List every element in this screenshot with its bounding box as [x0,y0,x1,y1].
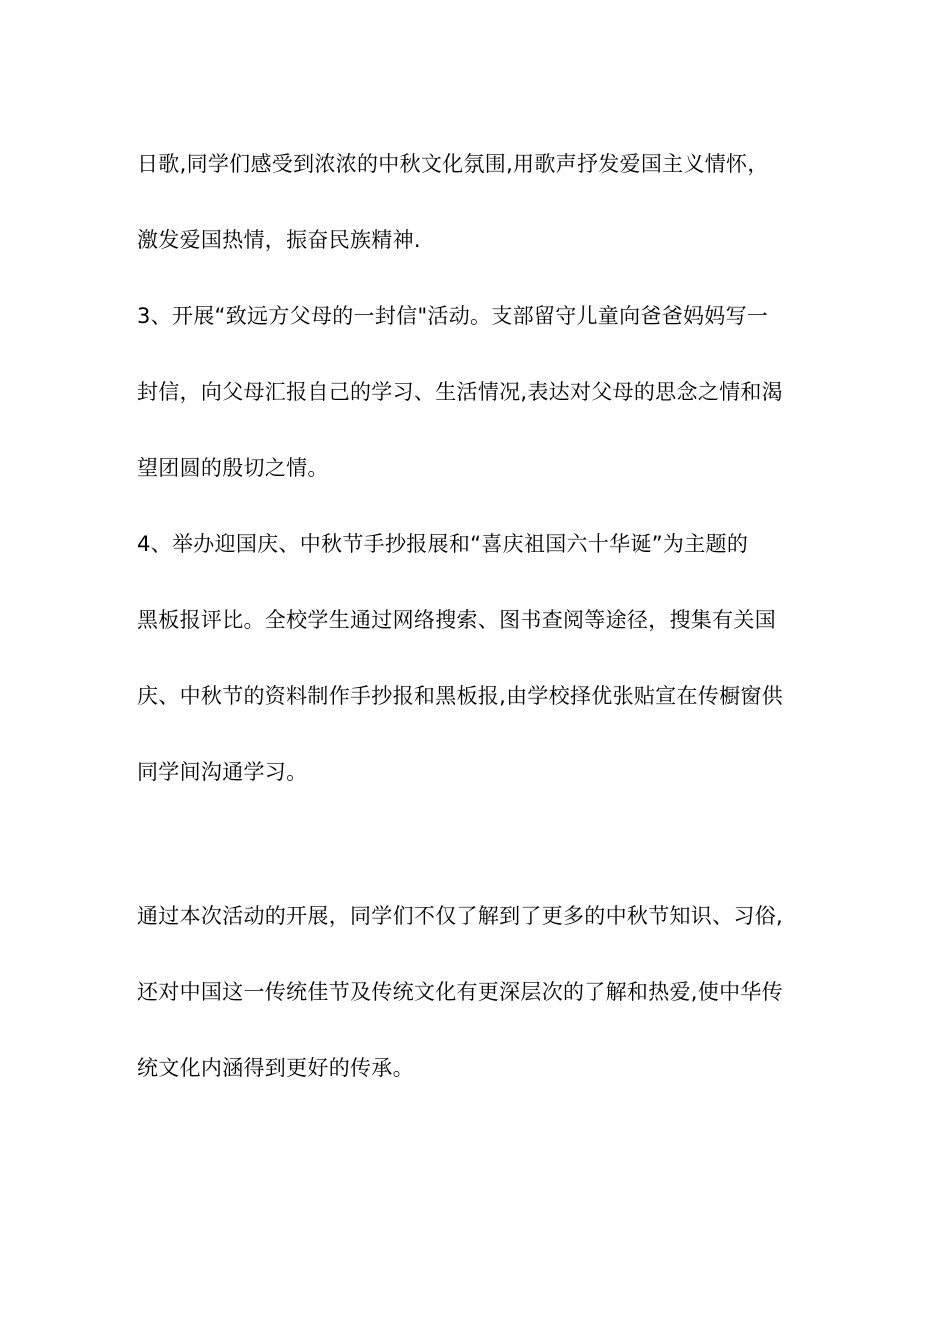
paragraph-line: 黑板报评比。全校学生通过网络搜索、图书查阅等途径，搜集有关国 [137,608,776,632]
paragraph-line: 庆、中秋节的资料制作手抄报和黑板报,由学校择优张贴宣在传橱窗供 [137,684,783,708]
paragraph-line: 望团圆的殷切之情。 [137,456,329,480]
list-item-3-line: 3、开展“致远方父母的一封信"活动。支部留守儿童向爸爸妈妈写一 [137,304,769,328]
summary-paragraph-line: 通过本次活动的开展，同学们不仅了解到了更多的中秋节知识、习俗, [137,904,783,928]
paragraph-line: 同学间沟通学习。 [137,760,308,784]
list-item-4-line: 4、举办迎国庆、中秋节手抄报展和“喜庆祖国六十华诞”为主题的 [137,532,749,556]
paragraph-line: 日歌,同学们感受到浓浓的中秋文化氛围,用歌声抒发爱国主义情怀， [137,152,769,176]
summary-paragraph-line: 还对中国这一传统佳节及传统文化有更深层次的了解和热爱,使中华传 [137,980,783,1004]
summary-paragraph-line: 统文化内涵得到更好的传承。 [137,1056,414,1080]
paragraph-line: 激发爱国热情，振奋民族精神. [137,228,421,252]
paragraph-line: 封信，向父母汇报自己的学习、生活情况,表达对父母的思念之情和渴 [137,380,783,404]
